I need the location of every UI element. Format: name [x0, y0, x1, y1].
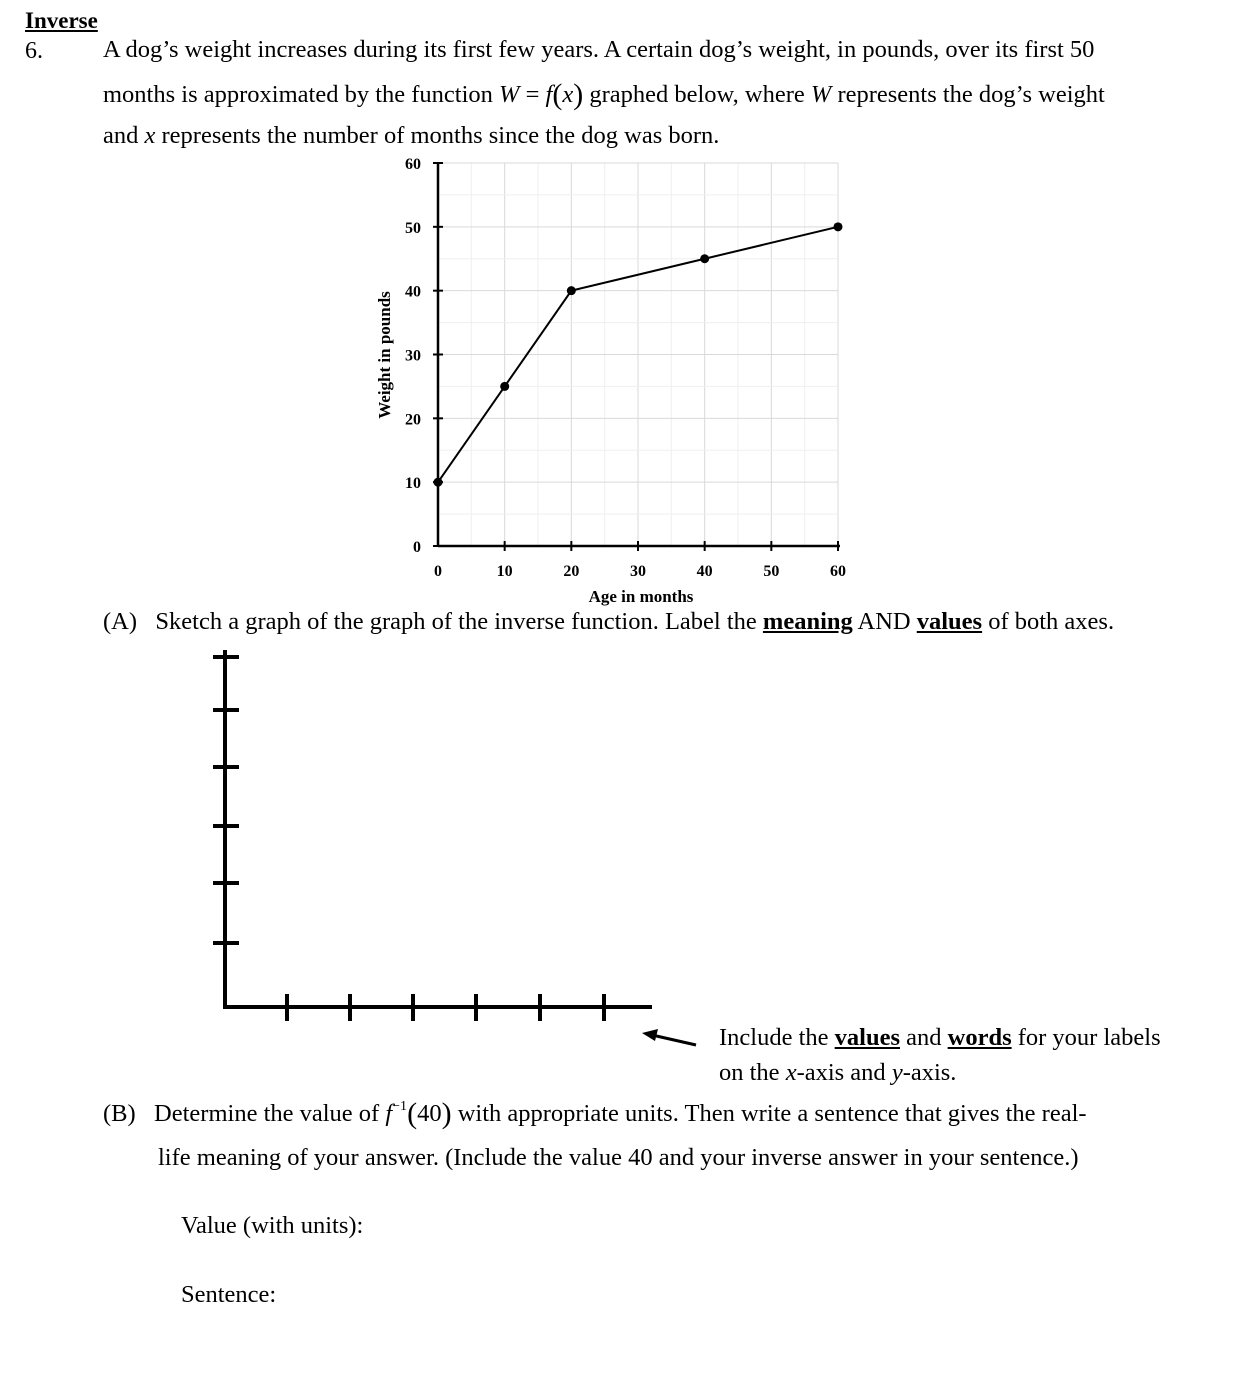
part-a-prompt: (A) Sketch a graph of the graph of the inverse function. Label the meaning AND values of both axes. [103, 608, 1115, 635]
x-tick-label: 0 [434, 563, 442, 580]
arrow-left-icon [640, 1026, 700, 1050]
y-tick-label: 0 [413, 539, 421, 556]
section-title: Inverse [25, 8, 98, 33]
x-tick-label: 10 [496, 563, 513, 580]
x-tick-label: 30 [630, 563, 646, 580]
part-b-line-2: life meaning of your answer. (Include the value 40 and your inverse answer in your sentence.) [158, 1144, 1079, 1171]
y-axis-label: Weight in pounds [375, 291, 394, 419]
y-tick-label: 40 [405, 283, 421, 301]
sketch-axes [0, 640, 720, 1030]
data-point [500, 382, 509, 391]
y-tick-label: 50 [405, 219, 421, 237]
value-label: Value (with units): [181, 1212, 364, 1239]
x-tick-label: 60 [830, 563, 846, 580]
y-tick-label: 10 [405, 475, 421, 493]
intro-line-3: and x represents the number of months since the dog was born. [103, 122, 720, 149]
x-tick-label: 50 [763, 563, 780, 580]
y-tick-label: 60 [405, 156, 421, 173]
intro-line-2: months is approximated by the function W = f(x) graphed below, where W represents the dog’s weight [103, 78, 1105, 111]
x-tick-label: 40 [696, 563, 713, 580]
data-point [700, 254, 709, 263]
y-tick-label: 20 [405, 411, 421, 429]
note-line-1: Include the values and words for your labels [719, 1024, 1161, 1051]
intro-line-1: A dog’s weight increases during its first few years. A certain dog’s weight, in pounds, over its first 50 [103, 36, 1095, 63]
y-tick-label: 30 [405, 347, 421, 365]
data-point [567, 286, 576, 295]
data-point [434, 478, 443, 487]
weight-chart [0, 0, 1242, 620]
part-b-prompt: (B) Determine the value of $f^{-1}(40)$ with appropriate units. Then write a sentence that gives the real- [103, 1097, 1087, 1130]
note-line-2: on the x-axis and y-axis. [719, 1059, 957, 1086]
x-axis-label: Age in months [588, 587, 694, 606]
question-number: 6. [25, 38, 43, 64]
sentence-label: Sentence: [181, 1281, 277, 1308]
x-tick-label: 20 [563, 563, 580, 580]
data-point [834, 222, 843, 231]
